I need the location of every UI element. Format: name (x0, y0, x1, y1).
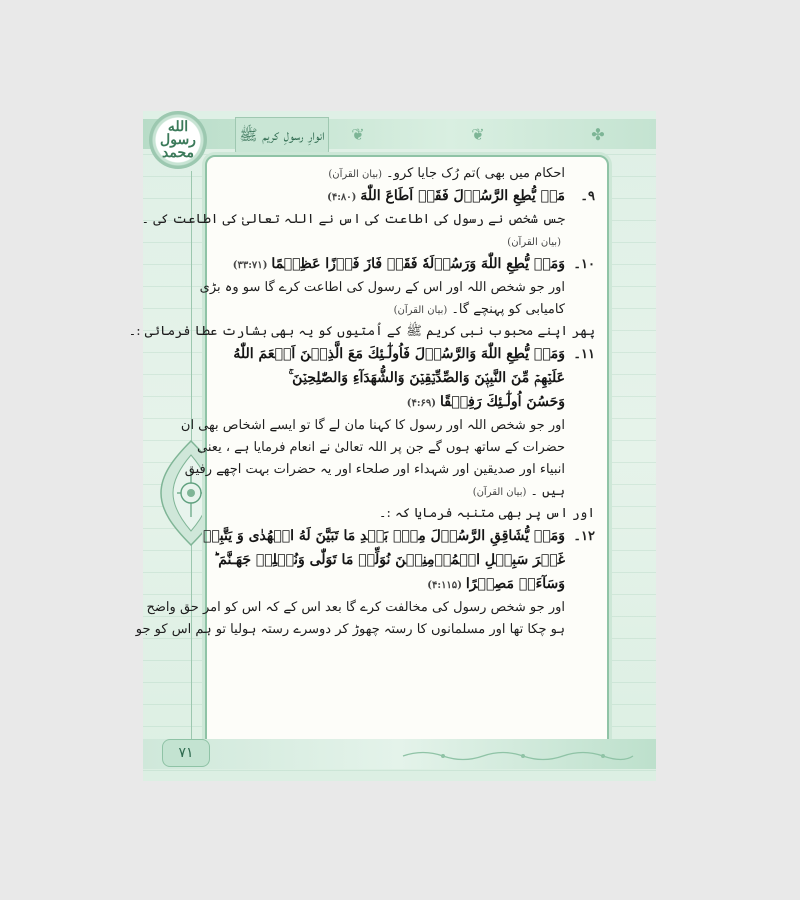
footer-vine-icon (403, 749, 633, 763)
translation-line (128, 321, 595, 343)
arabic-text: مَنۡ يُّطِعِ الرَّسُوۡلَ فَقَدۡ اَطَاعَ اللّٰهَ (360, 188, 565, 204)
verse-number: ۱۰۔ (573, 257, 595, 272)
reference-citation: (۴:۸۰) (327, 192, 357, 203)
translation-line (215, 503, 595, 525)
verse-number: ۱۱۔ (573, 347, 595, 362)
reference-citation: (بیان القرآن) (507, 237, 561, 248)
urdu-text: اور جو شخص اللہ اور رسول کا کہنا مان لے گا تو ایسے اشخاص بھی ان (180, 418, 565, 433)
seal-text: الله رسول محمد (160, 118, 196, 161)
urdu-text: اور جو شخص اللہ اور اس کے رسول کی اطاعت کرے گا سو وہ بڑی (199, 280, 565, 295)
reference-citation: (۴:۶۹) (406, 398, 437, 409)
urdu-text: جس شخص نے رسول کی اطاعت کی اس نے اللہ تعالیٰ کی اطاعت کی ۔ (141, 212, 565, 227)
urdu-text: اور اس پر بھی متنبہ فرمایا کہ :۔ (378, 506, 595, 521)
quran-verse-line (215, 573, 595, 597)
verse-number: ۱۲۔ (573, 529, 595, 544)
translation-line (184, 459, 595, 481)
arabic-text: وَحَسُنَ اُولٰٓـئِكَ رَفِيۡقًا (440, 394, 565, 410)
header-ornament-icon: ❦ (351, 125, 365, 144)
reference-citation: (بیان القرآن) (328, 169, 383, 180)
translation-line (197, 437, 595, 459)
urdu-text: ہیں ۔ (530, 484, 565, 499)
book-page (128, 111, 656, 781)
translation-line (146, 597, 595, 619)
header-ornament-icon: ❦ (471, 125, 485, 144)
translation-line (135, 619, 595, 641)
urdu-text: حضرات کے ساتھ ہوں گے جن پر اللہ تعالیٰ نے انعام فرمایا ہے ، یعنی (197, 440, 565, 455)
reference-citation: (بیان القرآن) (472, 487, 527, 498)
quran-verse-line (202, 525, 595, 549)
translation-line (199, 277, 595, 299)
header-ornament-icon: ✤ (591, 125, 605, 144)
urdu-text: انبیاء اور صدیقین اور شہداء اور صلحاء اور یہ حضرات بہت اچھے رفیق (184, 462, 565, 477)
reference-citation: (بیان القرآن) (393, 305, 448, 316)
text-panel (128, 155, 609, 751)
verse-number: ۹۔ (580, 189, 595, 204)
calligraphy-seal-icon (149, 111, 207, 169)
text-body (128, 163, 595, 743)
running-header-title: انوارِ رسولِ کریم ﷺ (235, 117, 329, 157)
quran-verse-line (215, 343, 595, 367)
header-band (143, 119, 656, 149)
urdu-text: اور جو شخص رسول کی مخالفت کرے گا بعد اس کے کہ اس کو امر حق واضح (146, 600, 565, 615)
arabic-text: وَمَنۡ يُّطِعِ اللّٰهَ وَرَسُوۡلَهٗ فَقَدۡ فَازَ فَوۡزًا عَظِيۡمًا (271, 256, 565, 272)
quran-verse-line (215, 185, 595, 209)
reference-citation: (۳۳:۷۱) (232, 260, 268, 271)
arabic-text: عَلَيۡهِمۡ مِّنَ النَّبِيّٖنَ وَالصِّدِّيۡقِيۡنَ وَالشُّهَدَآءِ وَالصّٰلِحِيۡنَ ۚ (288, 370, 565, 386)
translation-line (180, 415, 595, 437)
quran-verse-line (215, 253, 595, 277)
urdu-text: احکام میں بھی )تم رُک جایا کرو۔ (386, 166, 565, 181)
urdu-text: پھر اپنے محبوب نبی کریم ﷺ کے اُمتیوں کو یہ بھی بشارت عطا فرمائی :۔ (128, 324, 595, 339)
urdu-text: کامیابی کو پہنچے گا۔ (451, 302, 565, 317)
translation-line (141, 209, 595, 231)
translation-line (215, 481, 595, 503)
page-number: ۷۱ (162, 739, 210, 767)
quran-verse-line (215, 367, 595, 391)
reference-citation: (۴:۱۱۵) (427, 580, 462, 591)
arabic-text: غَيۡرَ سَبِيۡلِ الۡمُؤۡمِنِيۡنَ نُوَلِّهٖ مَا تَوَلّٰى وَنُصۡلِهٖ جَهَـنَّمَ ؕ (213, 552, 565, 568)
quran-verse-line (215, 391, 595, 415)
translation-line (215, 163, 595, 185)
arabic-text: وَمَنۡ يُّطِعِ اللّٰهَ وَالرَّسُوۡلَ فَاُولٰٓـئِكَ مَعَ الَّذِيۡنَ اَنۡعَمَ اللّٰهُ (233, 346, 565, 362)
quran-verse-line (215, 549, 595, 573)
translation-line (215, 299, 595, 321)
translation-line (215, 231, 595, 253)
urdu-text: ہو چکا تھا اور مسلمانوں کا رستہ چھوڑ کر دوسرے رستہ ہولیا تو ہم اس کو جو (135, 622, 565, 637)
arabic-text: وَمَنۡ يُّشَاقِقِ الرَّسُوۡلَ مِنۡۢ بَعۡدِ مَا تَبَيَّنَ لَهُ الۡهُدٰى وَ يَتَّبِعۡ (202, 528, 565, 544)
arabic-text: وَسَآءَتۡ مَصِيۡرًا (465, 576, 565, 592)
